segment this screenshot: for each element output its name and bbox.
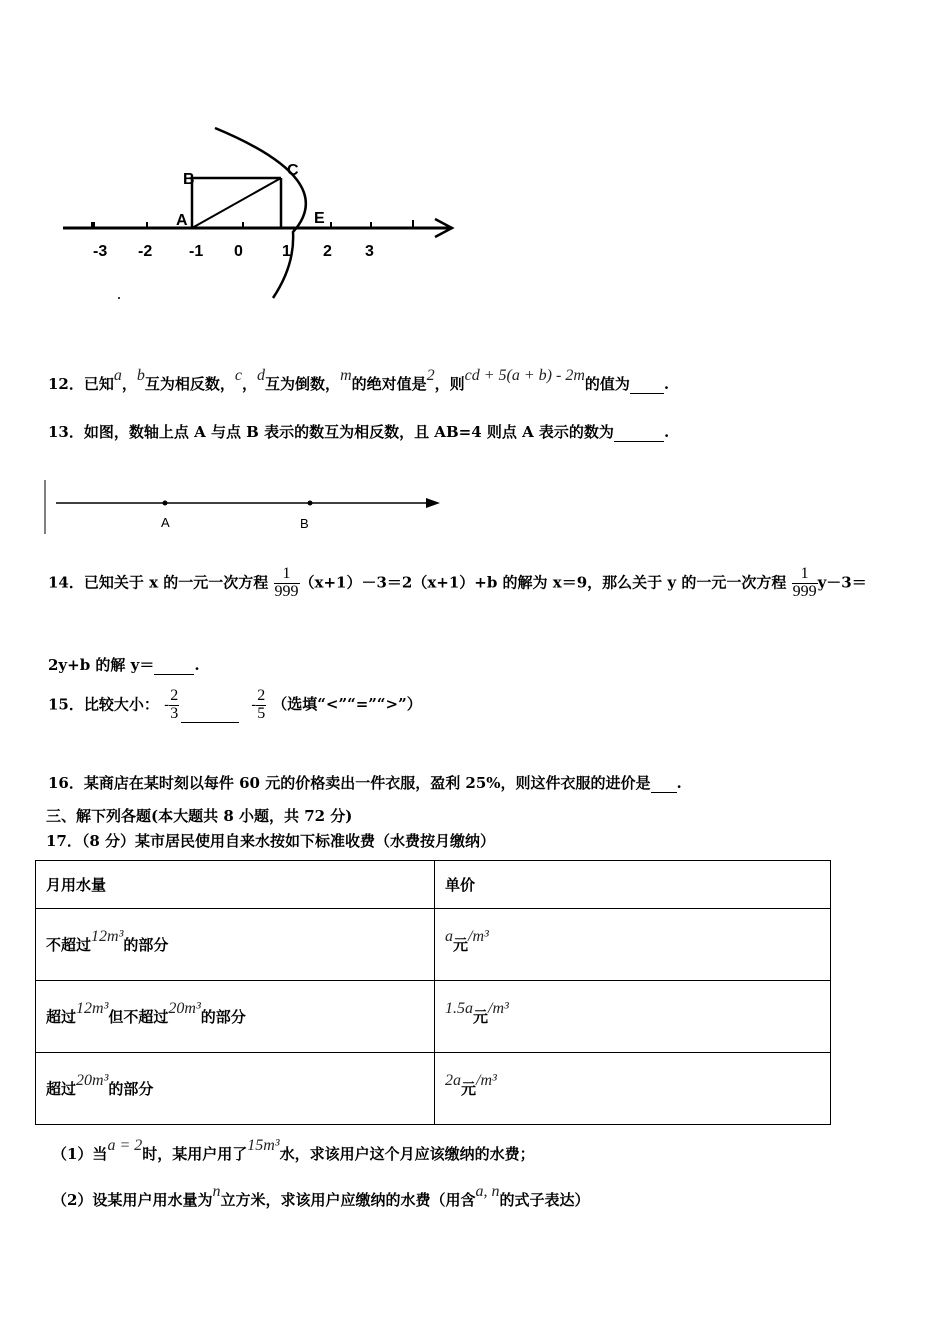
price-cell: a元/m³ xyxy=(435,909,831,981)
usage-cell: 超过20m³的部分 xyxy=(36,1053,435,1125)
answer-blank xyxy=(181,708,239,723)
value-two: 2 xyxy=(426,367,435,384)
point-label-B: B xyxy=(183,171,195,188)
table-header-row xyxy=(36,861,831,909)
axis-arrow xyxy=(426,498,440,508)
fraction-2-5: $\frac{2}{5}$ xyxy=(257,687,266,722)
question-16: 16．某商店在某时刻以每件 60 元的价格卖出一件衣服，盈利 25%，则这件衣服的进价是 . xyxy=(48,774,682,792)
fraction-1-999: $\frac{1}{999}$ xyxy=(274,565,299,600)
table-row xyxy=(36,981,831,1053)
question-14-line2: 2y+b 的解 y＝ . xyxy=(48,656,200,674)
tick-label: -2 xyxy=(138,243,153,260)
header-cell: 月用水量 xyxy=(36,861,435,909)
stray-dot xyxy=(118,297,120,299)
header-cell: 单价 xyxy=(435,861,831,909)
q14-number: 14． xyxy=(48,573,84,592)
answer-blank xyxy=(630,379,664,394)
var-a: a xyxy=(113,367,122,384)
water-price-table xyxy=(35,860,831,1125)
usage-cell: 不超过12m³的部分 xyxy=(36,909,435,981)
price-cell: 1.5a元/m³ xyxy=(435,981,831,1053)
question-15: 15．比较大小： - $\frac{2}{3}$ - $\frac{2}{5}$ （选填“<”“=”“>”） xyxy=(48,687,422,722)
expression: cd + 5(a + b) - 2m xyxy=(464,367,585,384)
point-label-E: E xyxy=(314,210,325,227)
tick-label: -1 xyxy=(189,243,204,260)
answer-blank xyxy=(154,660,194,675)
answer-blank xyxy=(651,778,677,793)
q16-number: 16． xyxy=(48,774,84,792)
point-A xyxy=(163,501,168,506)
tick-label: 0 xyxy=(234,243,243,260)
figure-number-line-ab xyxy=(40,478,450,538)
table-row xyxy=(36,1053,831,1125)
tick-label: 1 xyxy=(282,243,291,260)
q12-text: 已知 xyxy=(83,375,114,393)
var-c: c xyxy=(234,367,243,384)
var-d: d xyxy=(257,367,266,384)
question-17-title: 17．（8 分）某市居民使用自来水按如下标准收费（水费按月缴纳） xyxy=(46,832,496,850)
segment-AC xyxy=(192,178,281,228)
answer-blank xyxy=(614,427,664,442)
figure-number-line-arc xyxy=(55,120,465,310)
var-b: b xyxy=(136,367,145,384)
section-3-title: 三、解下列各题(本大题共 8 小题，共 72 分) xyxy=(46,807,353,825)
q12-number: 12． xyxy=(48,375,84,393)
tick-label: -3 xyxy=(93,243,108,260)
q15-number: 15． xyxy=(48,695,84,714)
q13-number: 13． xyxy=(48,423,84,441)
question-13: 13．如图，数轴上点 A 与点 B 表示的数互为相反数，且 AB=4 则点 A 表示的数为 . xyxy=(48,423,670,441)
tick-label: 2 xyxy=(323,243,332,260)
price-cell: 2a元/m³ xyxy=(435,1053,831,1125)
table-row xyxy=(36,909,831,981)
label-A: A xyxy=(161,515,170,530)
fraction-2-3: $\frac{2}{3}$ xyxy=(170,687,179,722)
arc-centered-at-A xyxy=(215,128,306,298)
q13-text: 如图，数轴上点 A 与点 B 表示的数互为相反数，且 AB=4 则点 A 表示的数为 xyxy=(83,423,614,441)
usage-cell: 超过12m³但不超过20m³的部分 xyxy=(36,981,435,1053)
point-B xyxy=(308,501,313,506)
question-17-part-1: （1）当a = 2时，某用户用了15m³水，求该用户这个月应该缴纳的水费； xyxy=(52,1137,535,1163)
question-17-part-2: （2）设某用户用水量为n立方米，求该用户应缴纳的水费（用含a, n的式子表达） xyxy=(52,1183,590,1209)
vars-a-n: a, n xyxy=(475,1183,500,1200)
point-label-A: A xyxy=(176,212,188,229)
question-14: 14．已知关于 x 的一元一次方程 $\frac{1}{999}$ （x+1）－3＝2（x+1）+b 的解为 x＝9，那么关于 y 的一元一次方程 $\frac{1}{999}$ y－3＝ xyxy=(48,565,867,600)
volume-15m3: 15m³ xyxy=(247,1137,280,1154)
point-label-C: C xyxy=(287,162,299,179)
var-n: n xyxy=(212,1183,221,1200)
tick-label: 3 xyxy=(365,243,374,260)
condition-a-equals-2: a = 2 xyxy=(107,1137,143,1154)
question-12: 12．已知a，b互为相反数，c，d互为倒数，m的绝对值是2，则cd + 5(a + b) - 2m的值为 . xyxy=(48,367,670,393)
label-B: B xyxy=(300,516,309,531)
var-m: m xyxy=(340,367,352,384)
fraction-1-999: $\frac{1}{999}$ xyxy=(792,565,817,600)
